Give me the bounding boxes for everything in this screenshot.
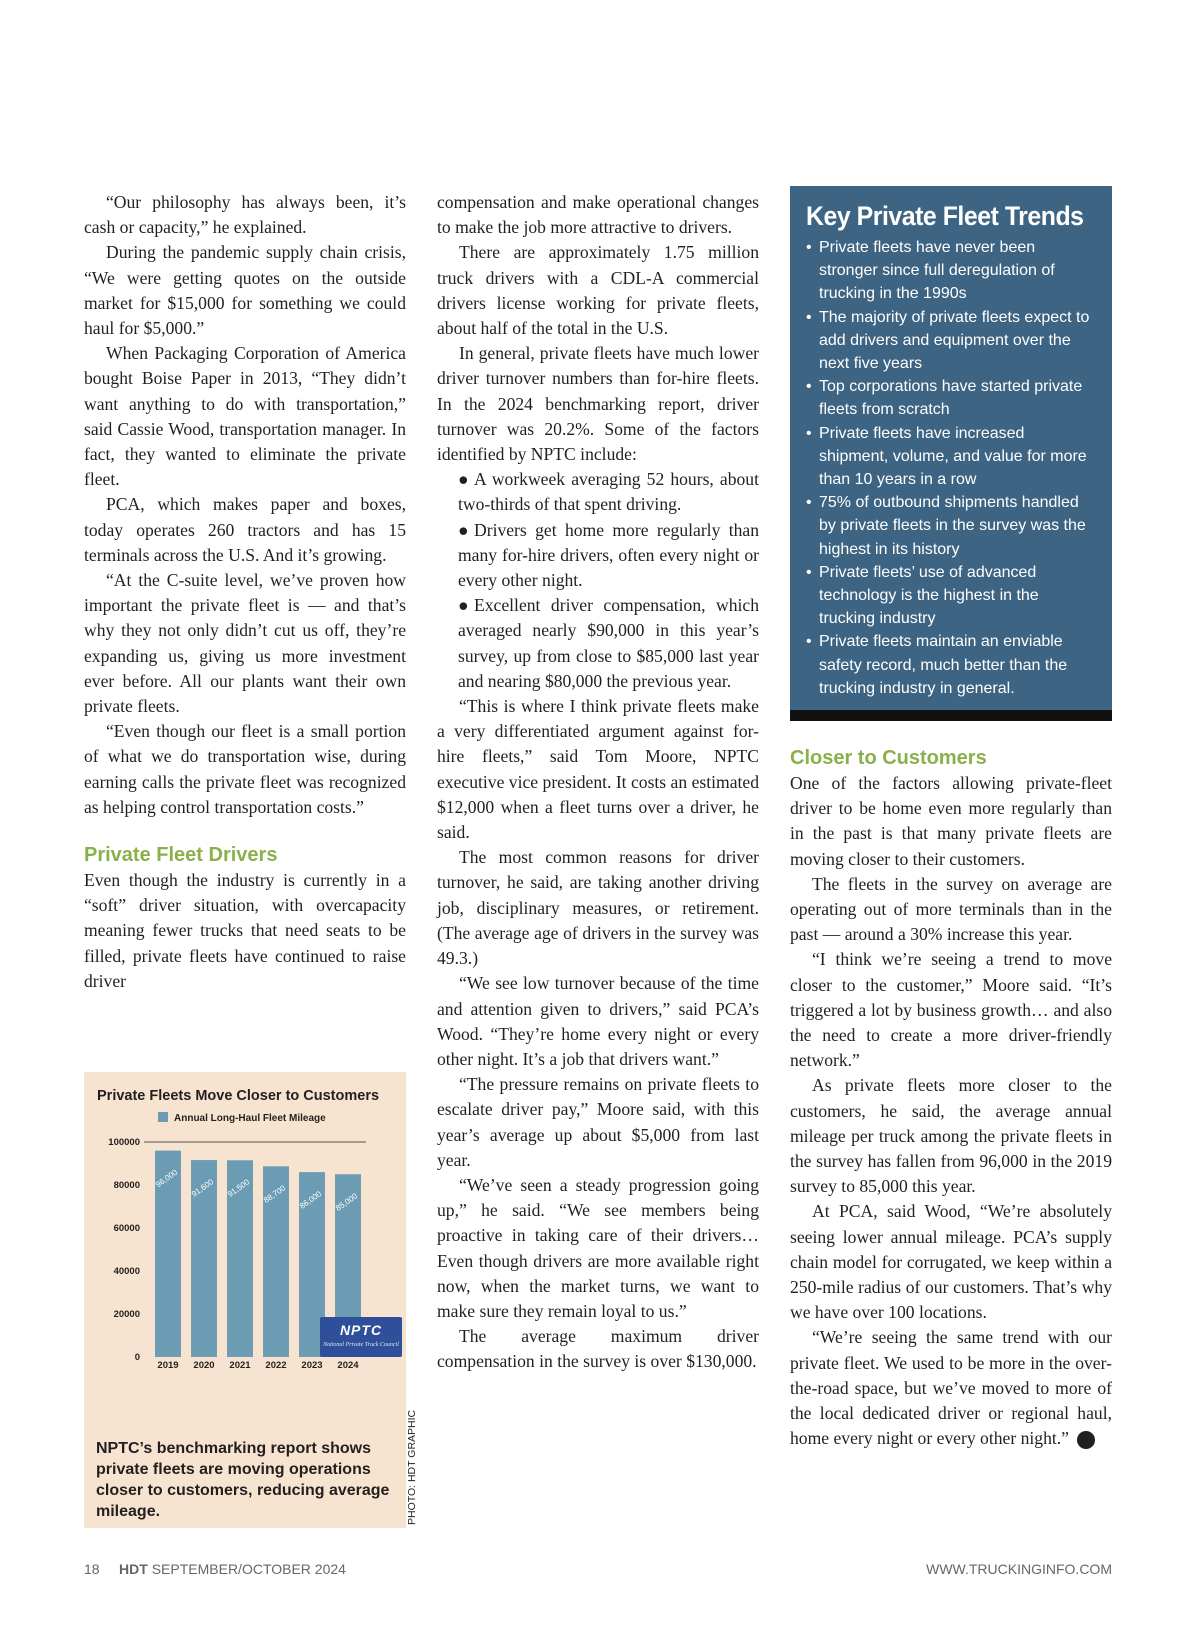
y-tick-label: 0	[134, 1352, 140, 1363]
paragraph-text: “We’re seeing the same trend with our private fleet. We used to be more in the over-the-road space, but we’ve moved to more of the local dedicated driver or regional haul, home every night or every other night.”	[790, 1327, 1112, 1449]
paragraph: “We see low turnover because of the time and attention given to drivers,” said PCA’s Wood. “They’re home every night or every other night. It’s a job that drivers want.”	[437, 973, 759, 1069]
x-tick-label: 2024	[337, 1360, 359, 1371]
legend-label: Annual Long-Haul Fleet Mileage	[174, 1113, 326, 1124]
photo-credit: PHOTO: HDT GRAPHIC	[406, 1409, 418, 1525]
bullet-icon: ●	[458, 469, 469, 490]
y-tick-label: 40000	[113, 1266, 140, 1277]
data-label: 85,000	[333, 1191, 360, 1213]
paragraph: The average maximum driver compensation in the survey is over $130,000.	[437, 1326, 759, 1372]
data-label: 96,000	[153, 1167, 180, 1190]
paragraph	[790, 1325, 1116, 1451]
paragraph: “The pressure remains on private fleets to escalate driver pay,” Moore said, with this year’s average up about $5,000 from last year.	[437, 1074, 759, 1170]
paragraph: During the pandemic supply chain crisis, “We were getting quotes on the outside market for $15,000 for something we could haul for $5,000.”	[84, 242, 406, 339]
paragraph: “I think we’re seeing a trend to move closer to the customer,” Moore said. “It’s triggered a lot by business growth… and also the need to create a more driver-friendly network.”	[790, 949, 1112, 1071]
page-number: 18	[84, 1561, 100, 1577]
section-heading-private-fleet-drivers: Private Fleet Drivers	[84, 844, 278, 867]
magazine-name: HDT	[119, 1561, 148, 1577]
y-tick-label: 100000	[108, 1137, 140, 1148]
data-label: 86,000	[297, 1189, 324, 1211]
logo-text: NPTC	[339, 1322, 383, 1338]
trend-item: • Top corporations have started private fleets from scratch	[806, 375, 1098, 421]
section-heading-closer-to-customers: Closer to Customers	[790, 747, 987, 769]
chart-title: Private Fleets Move Closer to Customers	[97, 1088, 380, 1104]
y-tick-label: 60000	[113, 1223, 140, 1234]
chart-legend	[158, 1112, 326, 1124]
x-tick-label: 2020	[193, 1360, 215, 1371]
x-tick-label: 2022	[265, 1360, 287, 1371]
paragraph: “Our philosophy has always been, it’s cash or capacity,” he explained.	[84, 192, 406, 238]
paragraph: The fleets in the survey on average are operating out of more terminals than in the past — around a 30% increase this year.	[790, 873, 1112, 945]
chart-caption: NPTC’s benchmarking report shows private fleets are moving operations closer to customers, reducing average mileage.	[96, 1440, 390, 1520]
list-item-text: A workweek averaging 52 hours, about two-thirds of that spent driving.	[458, 469, 759, 515]
data-label: 91,500	[225, 1177, 252, 1199]
x-tick-label: 2021	[229, 1360, 251, 1371]
data-label: 88,700	[261, 1183, 288, 1205]
trend-item: • Private fleets maintain an enviable safety record, much better than the trucking industry in general.	[806, 630, 1098, 700]
footer-folio	[84, 1561, 346, 1577]
trend-item: • Private fleets have never been stronger since full deregulation of trucking in the 1990s	[806, 236, 1098, 306]
paragraph: At PCA, said Wood, “We’re absolutely seeing lower annual mileage. PCA’s supply chain model for corrugated, we keep within a 250-mile radius of our customers. That’s why we have over 100 locations.	[790, 1201, 1112, 1323]
article-column-2	[437, 190, 759, 1375]
paragraph: One of the factors allowing private-fleet driver to be home even more regularly than in the past is that many private fleets are moving closer to their customers.	[790, 773, 1112, 869]
paragraph: “This is where I think private fleets make a very differentiated argument against for-hire fleets,” said Tom Moore, NPTC executive vice president. It costs an estimated $12,000 when a fleet turns over a driver, he said.	[437, 696, 759, 843]
paragraph: The most common reasons for driver turnover, he said, are taking another driving job, disciplinary measures, or retirement. (The average age of drivers in the survey was 49.3.)	[437, 847, 759, 969]
paragraph: Even though the industry is currently in a “soft” driver situation, with overcapacity meaning fewer trucks that need seats to be filled, private fleets have continued to raise driver	[84, 870, 406, 991]
paragraph: “Even though our fleet is a small portion of what we do transportation wise, during earning calls the private fleet was recognized as helping control transportation costs.”	[84, 721, 406, 817]
trend-item: • 75% of outbound shipments handled by private fleets in the survey was the highest in its history	[806, 491, 1098, 561]
sidebar-title: Key Private Fleet Trends	[806, 201, 1084, 231]
paragraph: When Packaging Corporation of America bought Boise Paper in 2013, “They didn’t want anything to do with transportation,” said Cassie Wood, transportation manager. In fact, they wanted to eliminate the private fleet.	[84, 343, 406, 490]
trend-list	[806, 236, 1098, 700]
list-item	[458, 593, 759, 694]
x-tick-label: 2023	[301, 1360, 323, 1371]
legend-swatch	[158, 1112, 168, 1122]
y-tick-label: 80000	[113, 1180, 140, 1191]
paragraph: PCA, which makes paper and boxes, today operates 260 tractors and has 15 terminals across the U.S. And it’s growing.	[84, 494, 406, 565]
paragraph: “We’ve seen a steady progression going up,” he said. “We see members being proactive in taking care of their drivers… Even though drivers are more available right now, when the market turns, we want to make sure they remain loyal to us.”	[437, 1174, 759, 1321]
article-column-3	[790, 745, 1116, 1451]
x-tick-label: 2019	[157, 1360, 179, 1371]
nptc-logo	[320, 1317, 402, 1357]
list-item-text: Excellent driver compensation, which averaged nearly $90,000 in this year’s survey, up from close to $85,000 last year and nearing $80,000 the previous year.	[458, 595, 759, 691]
footer-website: WWW.TRUCKINGINFO.COM	[926, 1561, 1112, 1577]
list-item	[458, 467, 759, 517]
bullet-icon: ●	[458, 595, 469, 616]
paragraph: compensation and make operational changes to make the job more attractive to drivers.	[437, 192, 759, 238]
trend-item: • The majority of private fleets expect to add drivers and equipment over the next five years	[806, 306, 1098, 376]
hdt-end-mark-icon: HDT	[1077, 1431, 1095, 1449]
factor-list	[437, 467, 759, 694]
trend-item: • Private fleets’ use of advanced technology is the highest in the trucking industry	[806, 561, 1098, 631]
trend-item: • Private fleets have increased shipment, volume, and value for more than 10 years in a row	[806, 422, 1098, 492]
article-column-1	[84, 190, 406, 994]
list-item	[458, 518, 759, 594]
key-trends-sidebar	[790, 186, 1112, 721]
issue-date: SEPTEMBER/OCTOBER 2024	[151, 1561, 346, 1577]
paragraph: There are approximately 1.75 million truck drivers with a CDL-A commercial drivers license working for private fleets, about half of the total in the U.S.	[437, 242, 759, 339]
chart-panel	[84, 1072, 406, 1528]
paragraph: “At the C-suite level, we’ve proven how important the private fleet is — and that’s why they not only didn’t cut us off, they’re expanding us, giving us more investment ever before. All our plants want their own private fleets.	[84, 570, 406, 717]
list-item-text: Drivers get home more regularly than many for-hire drivers, often every night or every other night.	[458, 519, 759, 591]
paragraph: As private fleets more closer to the customers, he said, the average annual mileage per truck among the private fleets in the survey has fallen from 96,000 in the 2019 survey to 85,000 this year.	[790, 1075, 1112, 1197]
data-label: 91,600	[189, 1177, 216, 1199]
bar-chart	[84, 1072, 406, 1432]
bullet-icon: ●	[458, 519, 469, 540]
paragraph: In general, private fleets have much lower driver turnover numbers than for-hire fleets. In the 2024 benchmarking report, driver turnover was 20.2%. Some of the factors identified by NPTC include:	[437, 343, 759, 465]
y-tick-label: 20000	[113, 1309, 140, 1320]
logo-subtext: National Private Truck Council	[323, 1342, 399, 1348]
